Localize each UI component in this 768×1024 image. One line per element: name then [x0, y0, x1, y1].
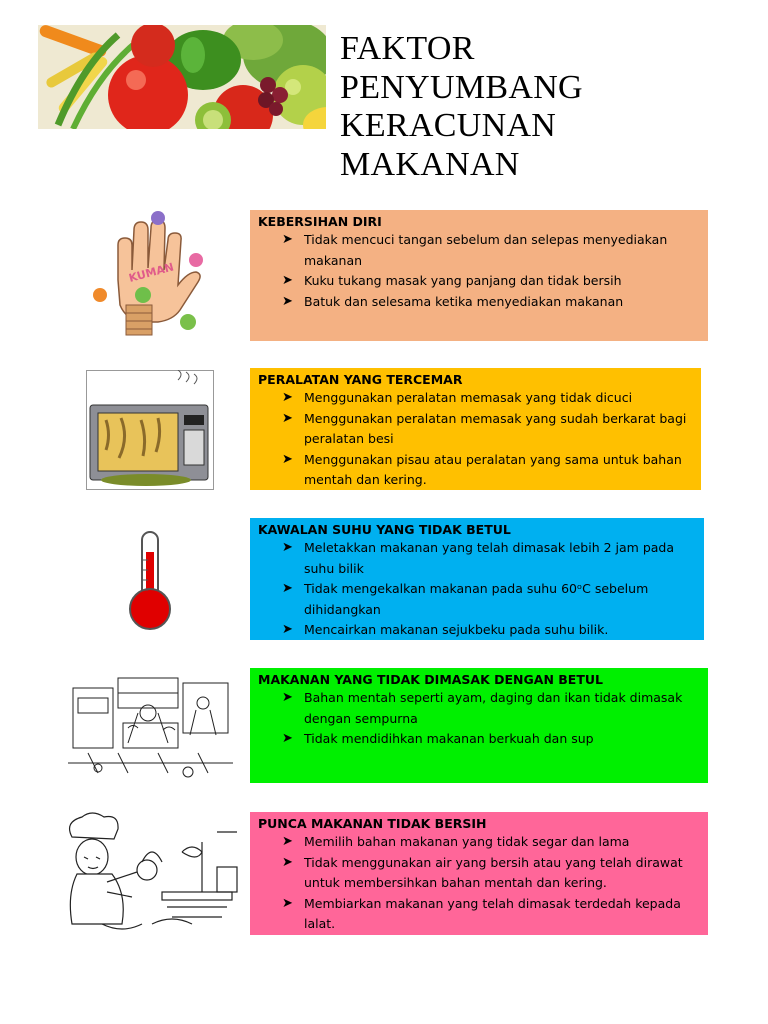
- section-heading: KAWALAN SUHU YANG TIDAK BETUL: [258, 522, 511, 537]
- section-list: [258, 688, 700, 750]
- list-item: [280, 853, 700, 894]
- list-item: [280, 579, 696, 620]
- list-item: [280, 688, 700, 729]
- list-item-text: Kuku tukang masak yang panjang dan tidak bersih: [304, 273, 622, 288]
- page-title: [340, 30, 740, 184]
- list-item: [280, 409, 693, 450]
- title-line-4: MAKANAN: [340, 145, 520, 183]
- section-list: [258, 832, 700, 935]
- list-item: [280, 894, 700, 935]
- arrow-bullet-icon: ➤: [282, 581, 293, 596]
- list-item: [280, 388, 693, 409]
- title-line-2: PENYUMBANG: [340, 68, 583, 106]
- thermometer-icon: [126, 530, 176, 630]
- section-kebersihan-diri: [250, 210, 708, 341]
- list-item-text: Meletakkan makanan yang telah dimasak lebih 2 jam pada suhu bilik: [304, 540, 675, 576]
- title-line-1: FAKTOR: [340, 30, 475, 67]
- arrow-bullet-icon: ➤: [282, 834, 293, 849]
- list-item-text: Tidak mendidihkan makanan berkuah dan sup: [304, 731, 594, 746]
- list-item: [280, 538, 696, 579]
- list-item-text: Membiarkan makanan yang telah dimasak terdedah kepada lalat.: [304, 895, 681, 931]
- arrow-bullet-icon: ➤: [282, 232, 293, 247]
- arrow-bullet-icon: ➤: [282, 622, 293, 637]
- list-item: [280, 271, 700, 292]
- list-item-text: Menggunakan peralatan memasak yang tidak dicuci: [304, 390, 633, 405]
- svg-text:KUMAN: KUMAN: [127, 260, 176, 285]
- dirty-microwave-icon: [86, 370, 214, 490]
- arrow-bullet-icon: ➤: [282, 540, 293, 555]
- arrow-bullet-icon: ➤: [282, 895, 293, 911]
- section-list: [258, 388, 693, 491]
- messy-kitchen-icon: [68, 668, 233, 780]
- list-item-text: Bahan mentah seperti ayam, daging dan ikan tidak dimasak dengan sempurna: [304, 690, 683, 726]
- list-item: [280, 620, 696, 641]
- chef-cooking-icon: [62, 812, 242, 937]
- list-item-text: Menggunakan peralatan memasak yang sudah berkarat bagi peralatan besi: [304, 410, 687, 446]
- list-item-text: Batuk dan selesama ketika menyediakan makanan: [304, 293, 624, 309]
- list-item: [280, 292, 700, 313]
- arrow-bullet-icon: ➤: [282, 273, 293, 288]
- section-list: [258, 230, 700, 312]
- section-heading: KEBERSIHAN DIRI: [258, 214, 382, 229]
- section-kawalan-suhu: [250, 518, 704, 640]
- list-item-text: Mencairkan makanan sejukbeku pada suhu bilik.: [304, 622, 609, 637]
- section-punca-tidak-bersih: [250, 812, 708, 935]
- section-tidak-dimasak: [250, 668, 708, 783]
- list-item: [280, 832, 700, 853]
- vegetables-photo: [38, 25, 326, 129]
- list-item-text: Tidak mengekalkan makanan pada suhu 60ᵒC sebelum dihidangkan: [304, 581, 649, 617]
- list-item-text: Memilih bahan makanan yang tidak segar dan lama: [304, 834, 630, 849]
- list-item: [280, 729, 700, 750]
- arrow-bullet-icon: ➤: [282, 690, 293, 705]
- section-peralatan-tercemar: [250, 368, 701, 490]
- list-item: [280, 230, 700, 271]
- arrow-bullet-icon: ➤: [282, 854, 293, 870]
- section-heading: MAKANAN YANG TIDAK DIMASAK DENGAN BETUL: [258, 672, 603, 687]
- section-heading: PUNCA MAKANAN TIDAK BERSIH: [258, 816, 487, 831]
- arrow-bullet-icon: ➤: [282, 390, 293, 405]
- list-item-text: Tidak menggunakan air yang bersih atau yang telah dirawat untuk membersihkan bahan mentah dan kering.: [304, 854, 683, 890]
- section-list: [258, 538, 696, 641]
- arrow-bullet-icon: ➤: [282, 731, 293, 746]
- arrow-bullet-icon: ➤: [282, 293, 293, 309]
- list-item: [280, 450, 693, 491]
- list-item-text: Menggunakan pisau atau peralatan yang sama untuk bahan mentah dan kering.: [304, 451, 682, 487]
- arrow-bullet-icon: ➤: [282, 410, 293, 426]
- section-heading: PERALATAN YANG TERCEMAR: [258, 372, 463, 387]
- vegetables-illustration: [38, 25, 326, 129]
- germ-hand-icon: [88, 210, 213, 340]
- title-line-3: KERACUNAN: [340, 107, 557, 144]
- list-item-text: Tidak mencuci tangan sebelum dan selepas menyediakan makanan: [304, 232, 668, 268]
- arrow-bullet-icon: ➤: [282, 451, 293, 467]
